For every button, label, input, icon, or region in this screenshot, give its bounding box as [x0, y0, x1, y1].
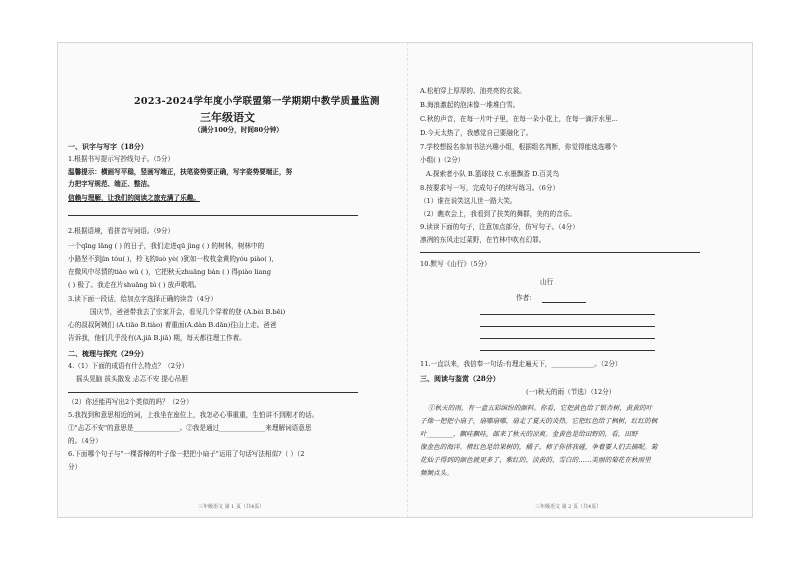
question-3: 3.读下面一段话，给加点字选择正确的读音（4分）: [68, 295, 217, 303]
question-5: 5.我找到和意思相近的词，上我坐在座位上，我怎必心事重重，生怕讲不到刚才的话。: [68, 411, 319, 419]
exam-meta: （满分100分，时间80分钟）: [194, 126, 283, 134]
answer-line-1: [68, 215, 358, 216]
poem-line-3: [480, 338, 655, 339]
answer-line-2: [68, 392, 358, 393]
question-7-line-2: 小组( )（2分）: [420, 156, 465, 164]
question-8-item-2: （2）瞧欢会上，我看到了扶芙的舞群，美的的音乐。: [420, 210, 576, 218]
answer-line-3: [420, 252, 700, 253]
passage-line-3: 叶________，飘哇飘哇，邮来了秋天的凉爽。金黄色是给田野的，看，田野: [420, 430, 638, 438]
section-1-heading: 一、识字与写字（18分）: [68, 142, 148, 151]
question-5-line-2: 的。（4分）: [68, 437, 102, 445]
question-2: 2.根据语境，看拼音写词语。（9分）: [68, 227, 175, 235]
poem-line-2: [480, 326, 655, 327]
question-6: 6.下面哪个句子与"一棵香樟的叶子像一把把小扇子"运用了句话写法相似?（ ）（2: [68, 450, 305, 458]
passage-line-2: 子像一把把小扇子，扇哪扇哪，扇走了夏天的炎热。它把红色给了枫树，红红的枫: [420, 417, 658, 425]
copy-sentence: 信赖与理解，让我们的阅读之旅充满了乐趣。: [68, 194, 200, 202]
question-9: 9.读读下面的句子，注意加点部分，仿写句子。（4分）: [420, 223, 579, 231]
page-divider: [407, 43, 408, 517]
tip-line-2: 力把字写规范、端正、整洁。: [68, 180, 154, 188]
section-3-heading: 三、阅读与鉴赏（28分）: [420, 374, 500, 383]
passage-line-6: 频频点头。: [420, 469, 453, 477]
right-page-footer: 三年级语文 第 2 页（共4页）: [535, 504, 602, 510]
question-2-line-4: ( ) 极了。我走在片shuāng bì ( ) 放声歌唱。: [68, 281, 201, 289]
subject-title: 三年级语文: [200, 111, 255, 124]
option-d: D.今天太热了，我感觉自己要融化了。: [420, 129, 533, 137]
passage-line-4: 像金色的海洋。橙红色是给果树的，橘子、柿子你挤我碰，争着要人们去摘呢。菊: [420, 443, 658, 451]
question-7-options: A.探索者小队 B.篮球技 C.水墨飘香 D.百灵鸟: [426, 170, 560, 178]
question-11: 11.一直以来，我信奉一句话:有理走遍天下，_____________。（2分）: [420, 360, 622, 368]
question-4-part-2: （2）你还能再写出2个类似的吗？（2分）: [68, 398, 193, 406]
question-9-sentence: 凛冽的东风走过菜野，在竹林中吹有幻罪。: [420, 236, 546, 244]
passage-line-1: ①秋天的雨，有一盒五彩缤纷的颜料。你看，它把黄色给了银杏树，黄黄的叶: [428, 404, 653, 412]
option-c: C.秋的声音，在每一片叶子里，在每一朵小花上，在每一滴汗水里...: [420, 115, 618, 123]
option-b: B.海浪激起的泡沫像一堆堆白雪。: [420, 101, 520, 109]
tip-line-1: 温馨提示：横画写平稳，竖画写端正，扶笔姿势要正确，写字姿势要端正，努: [68, 168, 293, 176]
question-4: 4.（1）下面的成语有什么特点？（2分）: [68, 362, 189, 370]
question-5-line-1: ①"忐忑不安"的意思是______________。②我是通过______________来理解词语意思: [68, 424, 312, 432]
question-2-line-3: 在微风中尽情的tiào wǔ ( )，它把秋天zhuāng bàn ( ) 得piào liang: [68, 268, 271, 276]
question-6-line-2: 分）: [68, 463, 82, 471]
question-1: 1.根据书写提示写抄线句子。（5分）: [68, 155, 175, 163]
reading-title: (一)秋天的雨（节选）（12分）: [526, 388, 616, 396]
exam-title: 2023-2024学年度小学联盟第一学期期中教学质量监测: [134, 96, 380, 107]
option-a: A.松柏穿上厚厚的、油亮亮的衣裳。: [420, 87, 526, 95]
question-8: 8.按要求写一写，完成句子的续写练习。（6分）: [420, 184, 560, 192]
poem-line-4: [480, 350, 655, 351]
section-2-heading: 二、梳理与探究（29分）: [68, 349, 148, 358]
question-7: 7.学校想报名参加书法兴趣小组，根据组名判断，你觉得能选选哪个: [420, 143, 618, 151]
question-2-line-1: 一个qīng lǎng ( ) 的日子，我们走进qū jìng ( ) 的树林，树林中的: [68, 242, 265, 250]
question-3-line-1: 国庆节，爸爸带我去了宗家开会，看见几个穿着的登 (A.bèi B.bēi): [90, 308, 286, 316]
question-2-line-2: 小路坚不到jìn tóu( )，柃飞的luò yè( )犹如一枚枚金黄的yóu piào( ),: [68, 255, 274, 263]
question-3-line-2: 心的叔叔阿姨们 (A.tiāo B.tiào) 着重面(A.dàn B.dān)往山上走。爸爸: [68, 321, 277, 329]
poem-title: 山行: [540, 278, 554, 286]
poem-line-1: [480, 314, 655, 315]
left-page-footer: 三年级语文 第 1 页（共4页）: [198, 504, 265, 510]
exam-sheet: [57, 42, 753, 518]
question-8-item-1: （1）谁在说笑这儿世一路大笑。: [420, 197, 517, 205]
poem-author-label: 作者：: [516, 294, 536, 302]
question-10: 10.默写《山行》（5分）: [420, 260, 491, 268]
poem-author-line: [542, 302, 586, 303]
question-4-words: 摇头晃脑 拔头散发 忐忑不安 提心吊胆: [76, 375, 188, 383]
passage-line-5: 花仙子得到的颜色就更多了，紫红的、淡黄的、雪白的……美丽的菊花在秋雨里: [420, 456, 651, 464]
question-3-line-3: 告诉我，他们几乎没有(A.jiā B.jiǎ) 期，每天都往理工作着。: [68, 334, 246, 342]
